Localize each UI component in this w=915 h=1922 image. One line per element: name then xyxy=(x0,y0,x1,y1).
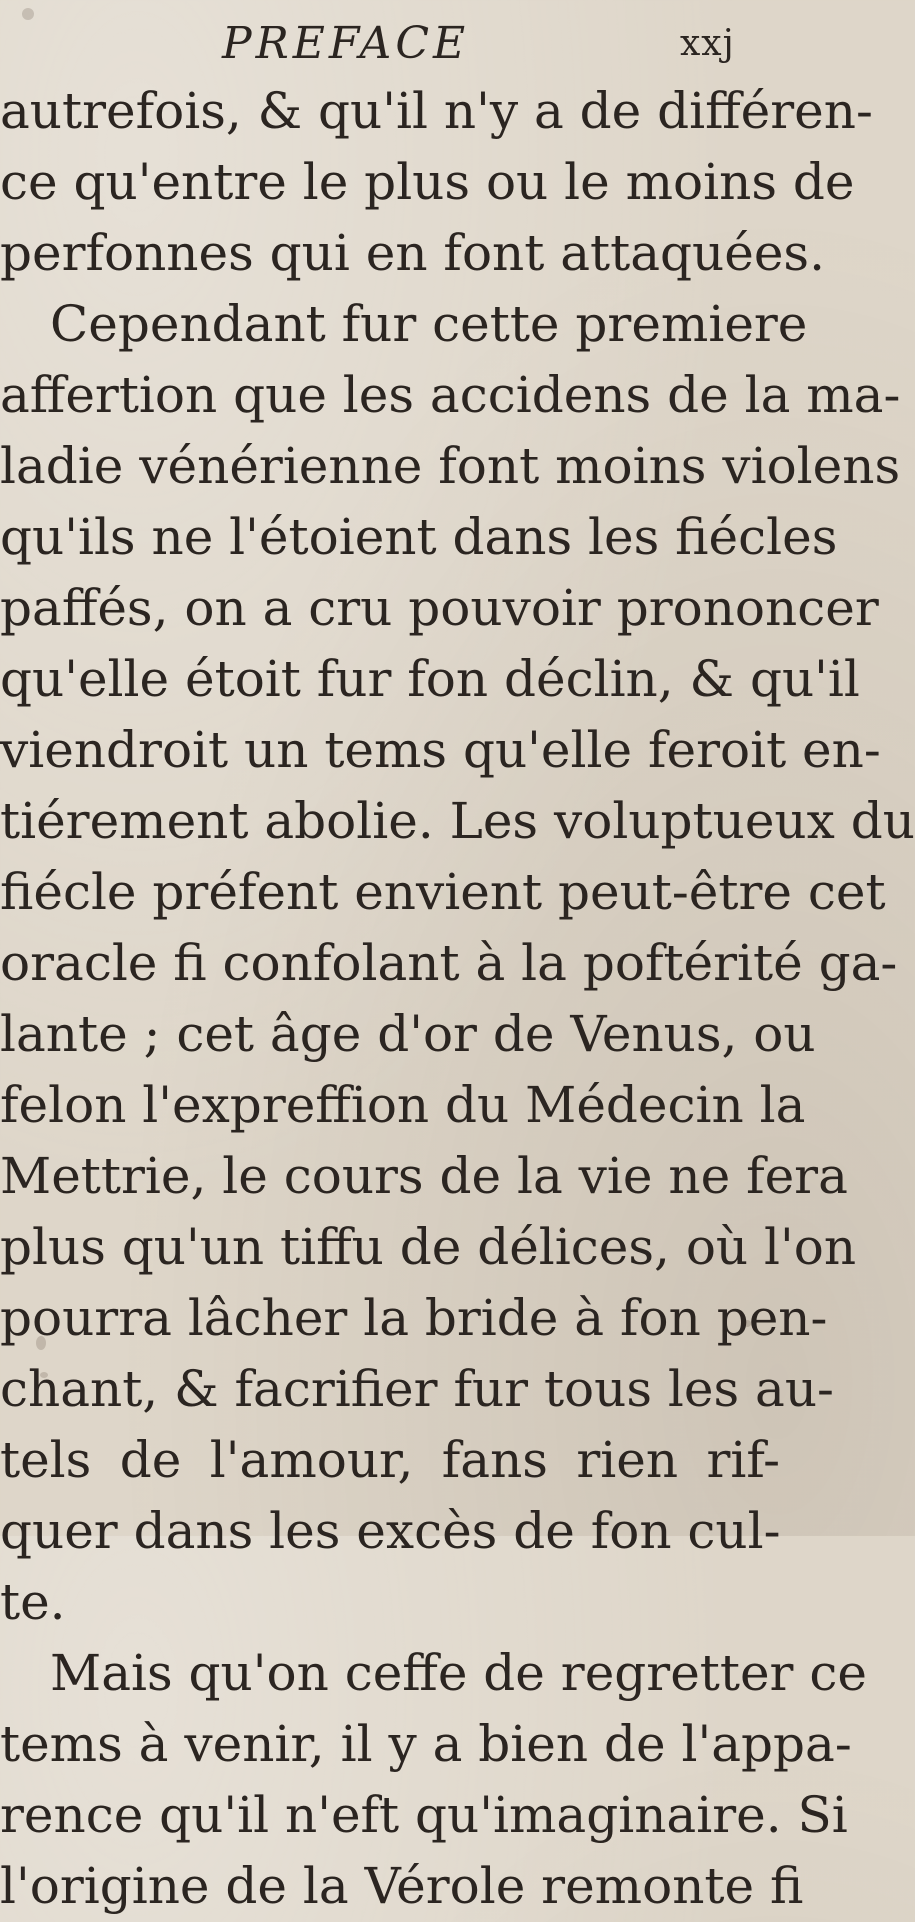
text-line: lante ; cet âge d'or de Venus, ou xyxy=(0,1005,816,1063)
text-line: oracle fi confolant à la poftérité ga- xyxy=(0,934,898,992)
text-line: rence qu'il n'eft qu'imaginaire. Si xyxy=(0,1786,848,1844)
text-line: te. xyxy=(0,1573,66,1631)
text-line: tems à venir, il y a bien de l'appa- xyxy=(0,1715,852,1773)
text-line: tiérement abolie. Les voluptueux du xyxy=(0,792,915,850)
text-line: Mettrie, le cours de la vie ne fera xyxy=(0,1147,848,1205)
text-line: quer dans les excès de fon cul- xyxy=(0,1502,781,1560)
paper-stain xyxy=(36,1336,46,1350)
text-line: qu'elle étoit fur fon déclin, & qu'il xyxy=(0,650,860,708)
text-line: qu'ils ne l'étoient dans les fiécles xyxy=(0,508,838,566)
text-line: pourra lâcher la bride à fon pen- xyxy=(0,1289,828,1347)
text-line: affertion que les accidens de la ma- xyxy=(0,366,901,424)
text-line: ce qu'entre le plus ou le moins de xyxy=(0,153,855,211)
text-line: viendroit un tems qu'elle feroit en- xyxy=(0,721,881,779)
text-line: felon l'expreffion du Médecin la xyxy=(0,1076,806,1134)
text-line: chant, & facrifier fur tous les au- xyxy=(0,1360,834,1418)
text-line: paffés, on a cru pouvoir prononcer xyxy=(0,579,879,637)
text-line: autrefois, & qu'il n'y a de différen- xyxy=(0,82,873,140)
paper-stain xyxy=(40,1372,48,1378)
text-line: tels de l'amour, fans rien rif- xyxy=(0,1431,780,1489)
paper-stain xyxy=(744,1320,751,1327)
text-line: plus qu'un tiffu de délices, où l'on xyxy=(0,1218,857,1276)
running-head xyxy=(0,14,800,74)
paper-stain xyxy=(22,8,34,20)
text-line: ladie vénérienne font moins violens xyxy=(0,437,901,495)
text-line: l'origine de la Vérole remonte fi xyxy=(0,1857,804,1915)
text-line: Cependant fur cette premiere xyxy=(50,295,808,353)
text-line: Mais qu'on ceffe de regretter ce xyxy=(50,1644,867,1702)
body-text xyxy=(0,76,915,1922)
text-line: fiécle préfent envient peut-être cet xyxy=(0,863,886,921)
page-number: xxj xyxy=(680,23,735,64)
text-line: perfonnes qui en font attaquées. xyxy=(0,224,825,282)
running-title: PREFACE xyxy=(222,18,470,69)
